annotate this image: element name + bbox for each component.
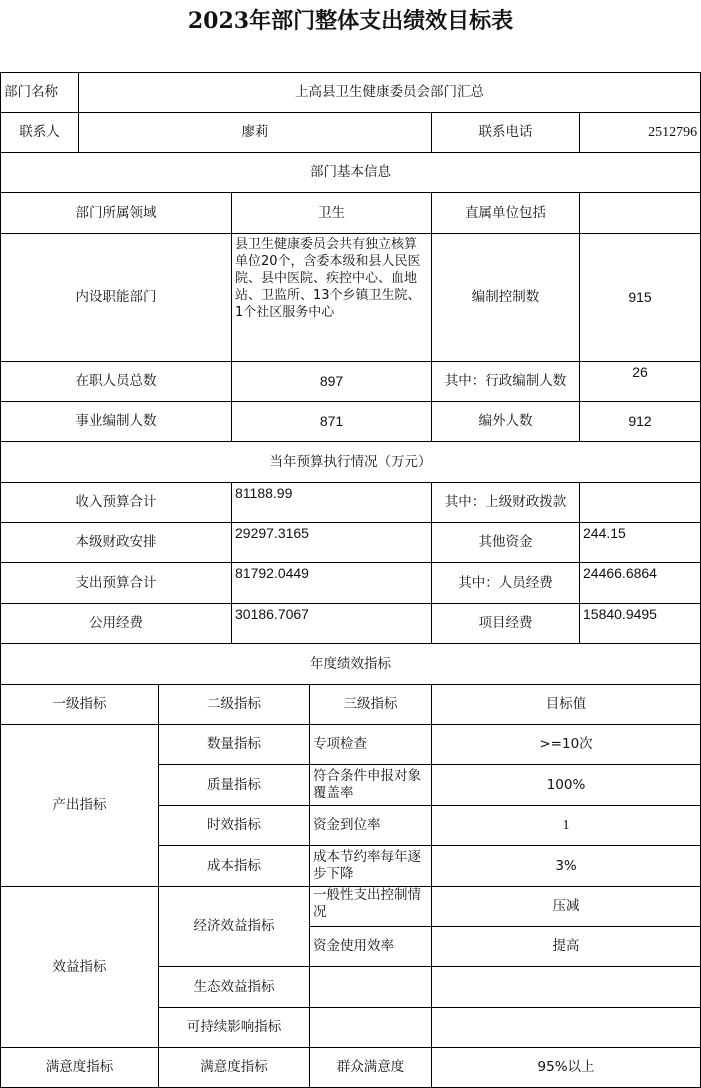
contact-row (1, 113, 701, 153)
performance-header-row (1, 644, 701, 685)
other-funds-value: 244.15 (580, 523, 701, 563)
col-level3: 三级指标 (310, 685, 432, 725)
economic-target: 提高 (432, 927, 701, 967)
output-l2: 成本指标 (159, 846, 310, 887)
economic-benefit-label: 经济效益指标 (159, 887, 310, 967)
public-funds-row (1, 604, 701, 644)
benefit-row (1, 887, 701, 927)
career-staff-label: 事业编制人数 (1, 402, 232, 442)
contact-label: 联系人 (1, 113, 79, 153)
income-label: 收入预算合计 (1, 483, 232, 523)
satisfaction-l2: 满意度指标 (159, 1048, 310, 1088)
staffing-value: 915 (580, 234, 701, 362)
output-target: 100% (432, 765, 701, 806)
col-level2: 二级指标 (159, 685, 310, 725)
expense-label: 支出预算合计 (1, 563, 232, 604)
output-l3: 符合条件申报对象覆盖率 (310, 765, 432, 806)
phone-label: 联系电话 (432, 113, 580, 153)
public-funds-value: 30186.7067 (232, 604, 432, 644)
personnel-label: 其中：人员经费 (432, 563, 580, 604)
satisfaction-row (1, 1048, 701, 1088)
admin-staff-label: 其中：行政编制人数 (432, 362, 580, 402)
output-row (1, 725, 701, 765)
internal-dept-label: 内设职能部门 (1, 234, 232, 362)
economic-l3: 一般性支出控制情况 (310, 887, 432, 927)
other-funds-label: 其他资金 (432, 523, 580, 563)
dept-name-row (1, 73, 701, 113)
internal-dept-value: 县卫生健康委员会共有独立核算单位20个，含委本级和县人民医院、县中医院、疾控中心、血地站、卫监所、13个乡镇卫生院、1个社区服务中心 (232, 234, 432, 362)
performance-header: 年度绩效指标 (1, 644, 701, 685)
upper-funding-value (580, 483, 701, 523)
local-finance-value: 29297.3165 (232, 523, 432, 563)
field-value: 卫生 (232, 193, 432, 234)
contact-value: 廖莉 (79, 113, 432, 153)
output-l3: 成本节约率每年逐步下降 (310, 846, 432, 887)
satisfaction-l1: 满意度指标 (1, 1048, 159, 1088)
output-l2: 数量指标 (159, 725, 310, 765)
project-funds-value: 15840.9495 (580, 604, 701, 644)
internal-dept-row (1, 234, 701, 362)
direct-units-value (580, 193, 701, 234)
career-staff-value: 871 (232, 402, 432, 442)
field-row (1, 193, 701, 234)
expense-value: 81792.0449 (232, 563, 432, 604)
dept-name-label: 部门名称 (1, 73, 79, 113)
upper-funding-label: 其中：上级财政拨款 (432, 483, 580, 523)
career-staff-row (1, 402, 701, 442)
budget-header: 当年预算执行情况（万元） (1, 442, 701, 483)
employees-value: 897 (232, 362, 432, 402)
satisfaction-target: 95%以上 (432, 1048, 701, 1088)
economic-target: 压减 (432, 887, 701, 927)
sustainable-impact-label: 可持续影响指标 (159, 1008, 310, 1048)
output-l2: 时效指标 (159, 806, 310, 846)
output-indicator-label: 产出指标 (1, 725, 159, 887)
col-level1: 一级指标 (1, 685, 159, 725)
income-row (1, 483, 701, 523)
employees-label: 在职人员总数 (1, 362, 232, 402)
extra-staff-label: 编外人数 (432, 402, 580, 442)
expense-row (1, 563, 701, 604)
output-l2: 质量指标 (159, 765, 310, 806)
basic-info-header: 部门基本信息 (1, 153, 701, 193)
ecological-l3 (310, 967, 432, 1008)
economic-l3: 资金使用效率 (310, 927, 432, 967)
personnel-value: 24466.6864 (580, 563, 701, 604)
output-l3: 专项检查 (310, 725, 432, 765)
ecological-target (432, 967, 701, 1008)
performance-table (0, 72, 701, 1088)
staffing-label: 编制控制数 (432, 234, 580, 362)
local-finance-label: 本级财政安排 (1, 523, 232, 563)
direct-units-label: 直属单位包括 (432, 193, 580, 234)
sustainable-l3 (310, 1008, 432, 1048)
basic-info-header-row (1, 153, 701, 193)
admin-staff-value: 26 (580, 362, 701, 402)
employees-row (1, 362, 701, 402)
indicator-col-header-row (1, 685, 701, 725)
sustainable-target (432, 1008, 701, 1048)
satisfaction-l3: 群众满意度 (310, 1048, 432, 1088)
output-target: >=10次 (432, 725, 701, 765)
output-target: 3% (432, 846, 701, 887)
phone-value: 2512796 (580, 113, 701, 153)
extra-staff-value: 912 (580, 402, 701, 442)
income-value: 81188.99 (232, 483, 432, 523)
page-title: 2023年部门整体支出绩效目标表 (187, 8, 514, 34)
output-l3: 资金到位率 (310, 806, 432, 846)
dept-name-value: 上高县卫生健康委员会部门汇总 (79, 73, 701, 113)
field-label: 部门所属领域 (1, 193, 232, 234)
local-finance-row (1, 523, 701, 563)
output-target: 1 (432, 806, 701, 846)
col-target: 目标值 (432, 685, 701, 725)
benefit-indicator-label: 效益指标 (1, 887, 159, 1048)
public-funds-label: 公用经费 (1, 604, 232, 644)
ecological-benefit-label: 生态效益指标 (159, 967, 310, 1008)
project-funds-label: 项目经费 (432, 604, 580, 644)
budget-header-row (1, 442, 701, 483)
